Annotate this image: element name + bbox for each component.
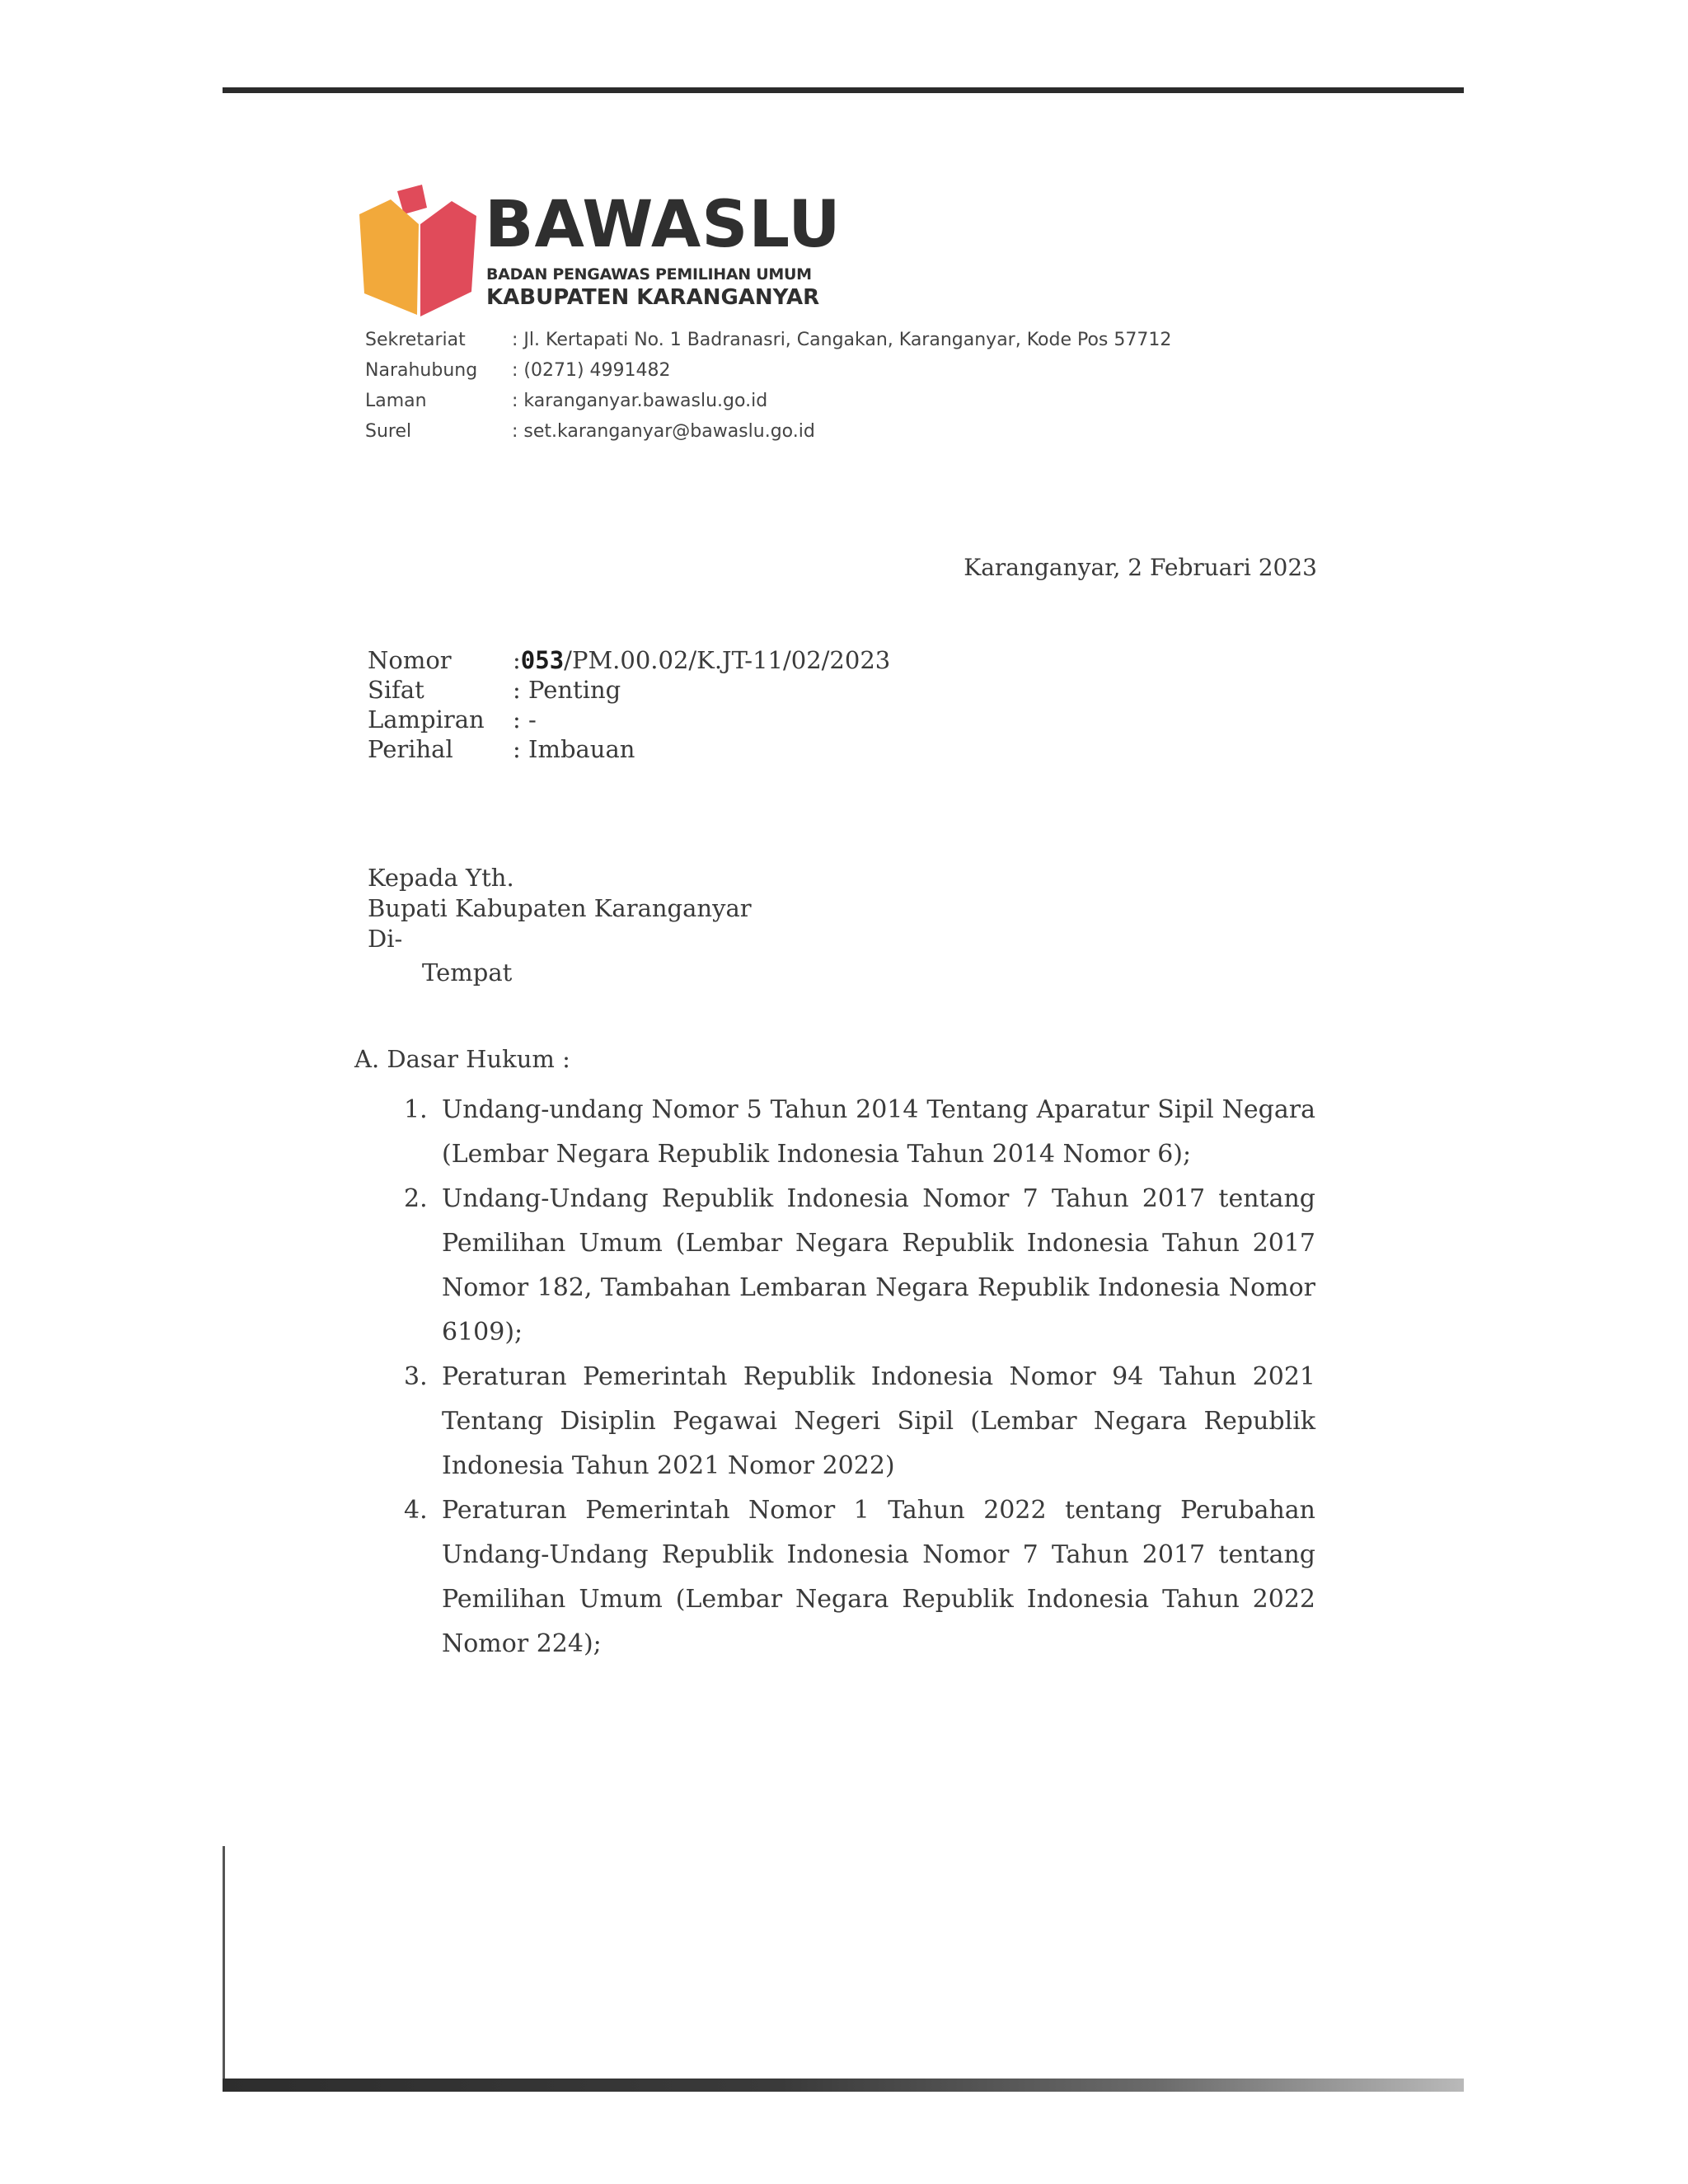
list-item: [404, 1088, 1315, 1177]
meta-label: Nomor: [368, 646, 452, 674]
meta-label: Sifat: [368, 676, 424, 704]
contact-row: [365, 391, 1171, 421]
contact-row: [365, 330, 1171, 360]
box-right-face-shape: [420, 201, 476, 316]
contact-value: : karanganyar.bawaslu.go.id: [512, 391, 768, 411]
org-name: BAWASLU: [485, 188, 842, 262]
section-heading: A. Dasar Hukum :: [354, 1045, 570, 1073]
address-line: Tempat: [422, 958, 513, 987]
legal-basis-list: [404, 1088, 1315, 1666]
box-left-face-shape: [359, 199, 419, 315]
list-item-text: Undang-undang Nomor 5 Tahun 2014 Tentang Aparatur Sipil Negara (Lembar Negara Republik Indonesia Tahun 2014 Nomor 6);: [442, 1095, 1315, 1169]
letterhead-logo: [354, 183, 842, 323]
handwritten-number: 053: [520, 646, 565, 674]
contact-block: [365, 330, 1171, 452]
ballot-box-icon: [354, 183, 478, 323]
letter-date: Karanganyar, 2 Februari 2023: [964, 554, 1317, 581]
list-item-text: Peraturan Pemerintah Republik Indonesia Nomor 94 Tahun 2021 Tentang Disiplin Pegawai Negeri Sipil (Lembar Negara Republik Indonesia Tahun 2021 Nomor 2022): [442, 1362, 1315, 1480]
list-item-text: Peraturan Pemerintah Nomor 1 Tahun 2022 tentang Perubahan Undang-Undang Republik Indonesia Nomor 7 Tahun 2017 tentang Pemilihan Umum (Lembar Negara Republik Indonesia Tahun 2022 Nomor 224);: [442, 1496, 1315, 1658]
address-line: Bupati Kabupaten Karanganyar: [368, 894, 752, 922]
contact-label: Sekretariat: [365, 330, 466, 350]
meta-label: Lampiran: [368, 705, 485, 733]
list-item-text: Undang-Undang Republik Indonesia Nomor 7 Tahun 2017 tentang Pemilihan Umum (Lembar Negara Republik Indonesia Tahun 2017 Nomor 182, Tambahan Lembaran Negara Republik Indonesia Nomor 6109);: [442, 1184, 1315, 1347]
org-region: KABUPATEN KARANGANYAR: [486, 285, 820, 310]
contact-value: : set.karanganyar@bawaslu.go.id: [512, 421, 815, 442]
list-item: [404, 1488, 1315, 1666]
recipient-address: [368, 864, 752, 989]
list-item-number: 4.: [404, 1496, 428, 1525]
page-left-edge: [223, 1846, 225, 2085]
letter-meta: [368, 646, 890, 765]
meta-row-lampiran: [368, 705, 890, 735]
meta-label: Perihal: [368, 735, 453, 763]
list-item: [404, 1177, 1315, 1355]
contact-row: [365, 360, 1171, 391]
meta-row-nomor: [368, 646, 890, 676]
contact-label: Laman: [365, 391, 427, 411]
contact-value: : Jl. Kertapati No. 1 Badranasri, Cangakan, Karanganyar, Kode Pos 57712: [512, 330, 1172, 350]
address-line: Di-: [368, 925, 403, 953]
contact-row: [365, 421, 1171, 452]
meta-colon: :: [513, 646, 521, 674]
meta-value: : -: [513, 705, 537, 733]
contact-label: Narahubung: [365, 360, 478, 381]
contact-value: : (0271) 4991482: [512, 360, 671, 381]
list-item-number: 1.: [404, 1095, 428, 1124]
list-item-number: 3.: [404, 1362, 428, 1391]
list-item: [404, 1355, 1315, 1488]
list-item-number: 2.: [404, 1184, 428, 1213]
contact-label: Surel: [365, 421, 412, 442]
address-line: Kepada Yth.: [368, 864, 514, 892]
page-bottom-edge: [223, 2079, 1464, 2092]
page-top-edge: [223, 87, 1464, 93]
meta-value: : Penting: [513, 676, 621, 704]
meta-row-sifat: [368, 676, 890, 705]
meta-value: /PM.00.02/K.JT-11/02/2023: [564, 646, 891, 674]
meta-row-perihal: [368, 735, 890, 765]
org-subtitle: BADAN PENGAWAS PEMILIHAN UMUM: [486, 265, 812, 284]
meta-value: : Imbauan: [513, 735, 635, 763]
